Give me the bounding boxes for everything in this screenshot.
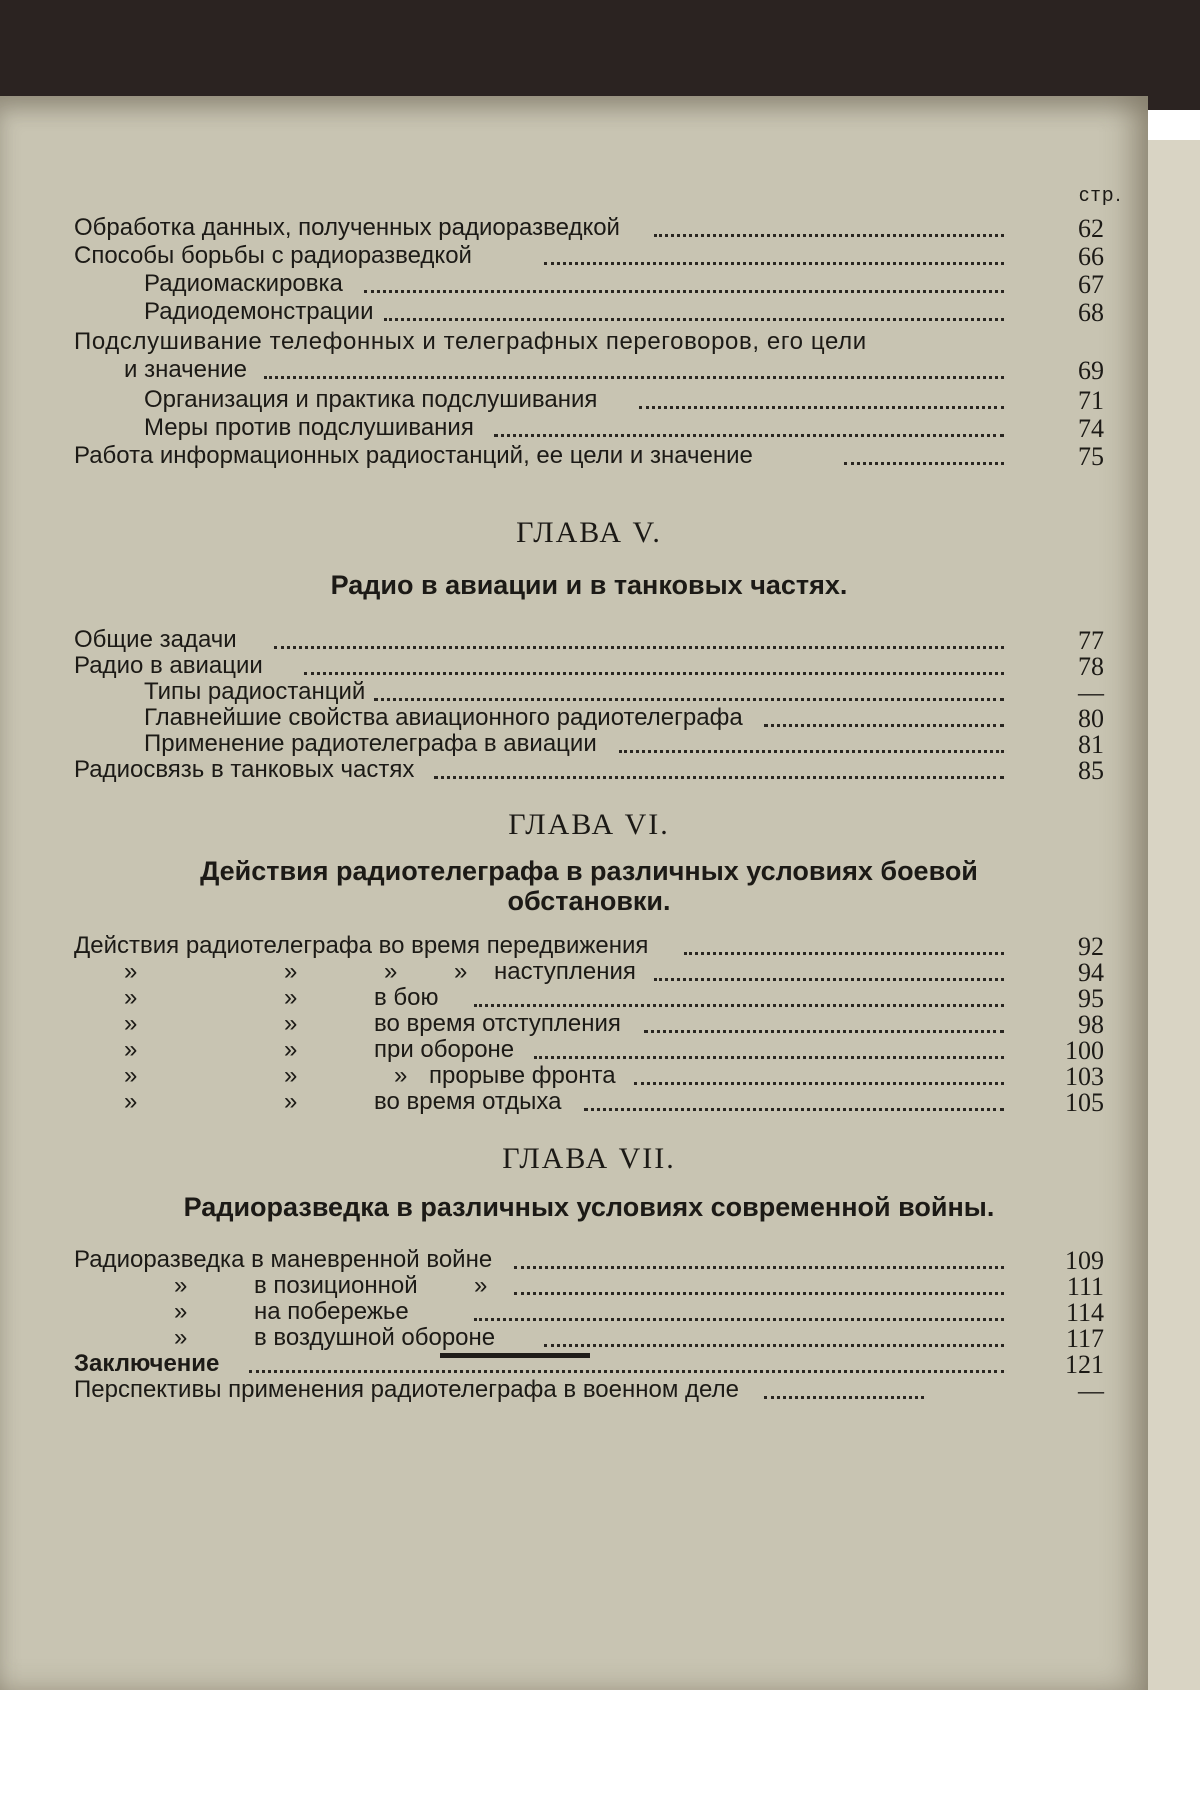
toc-entry: Общие задачи 77 [74, 626, 1104, 655]
chapter-title: Радио в авиации и в танковых частях. [330, 570, 848, 600]
toc-entry: Радио в авиации 78 [74, 652, 1104, 681]
toc-entry: Радиомаскировка 67 [144, 270, 1104, 299]
toc-entry: » на побережье 114 [174, 1298, 1104, 1327]
toc-entry: Обработка данных, полученных радиоразведкой 62 [74, 214, 1104, 243]
toc-entry: Действия радиотелеграфа во время передвижения 92 [74, 932, 1104, 961]
toc-entry: Заключение 121 [74, 1350, 1104, 1379]
toc-entry: Главнейшие свойства авиационного радиотелеграфа 80 [144, 704, 1104, 733]
background-bottom [0, 1690, 1200, 1800]
page-column-label: стр. [1079, 184, 1123, 206]
toc-entry: » » при обороне 100 [124, 1036, 1104, 1065]
toc-entry: » » во время отступления 98 [124, 1010, 1104, 1039]
page-edge [1148, 140, 1200, 1690]
chapter-title: Радиоразведка в различных условиях современной войны. [183, 1192, 995, 1222]
toc-entry: Типы радиостанций — [144, 678, 1104, 707]
toc-entry: Радиодемонстрации 68 [144, 298, 1104, 327]
toc-entry: Меры против подслушивания 74 [144, 414, 1104, 443]
toc-entry: Организация и практика подслушивания 71 [144, 386, 1104, 415]
background-top [0, 0, 1200, 110]
toc-entry: Перспективы применения радиотелеграфа в военном деле — [74, 1376, 1104, 1405]
chapter-title-line: Действия радиотелеграфа в различных условиях боевой [200, 856, 978, 886]
chapter-label: ГЛАВА V. [516, 516, 662, 549]
chapter-title-line: обстановки. [507, 886, 671, 916]
chapter-label: ГЛАВА VII. [502, 1142, 676, 1175]
toc-entry: Применение радиотелеграфа в авиации 81 [144, 730, 1104, 759]
toc-entry: » » во время отдыха 105 [124, 1088, 1104, 1117]
toc-entry: » в позиционной » 111 [174, 1272, 1104, 1301]
toc-entry: Способы борьбы с радиоразведкой 66 [74, 242, 1104, 271]
toc-entry: » в воздушной обороне 117 [174, 1324, 1104, 1353]
chapter-label: ГЛАВА VI. [508, 808, 670, 841]
toc-entry: Работа информационных радиостанций, ее цели и значение 75 [74, 442, 1104, 471]
toc-entry: Подслушивание телефонных и телеграфных переговоров, его цели [74, 328, 867, 355]
toc-entry: и значение 69 [124, 356, 1104, 385]
toc-entry: Радиоразведка в маневренной войне 109 [74, 1246, 1104, 1275]
toc-entry: » » » » наступления 94 [124, 958, 1104, 987]
toc-entry: » » » прорыве фронта 103 [124, 1062, 1104, 1091]
closing-rule [440, 1353, 590, 1358]
toc-entry: » » в бою 95 [124, 984, 1104, 1013]
toc-entry: Радиосвязь в танковых частях 85 [74, 756, 1104, 785]
